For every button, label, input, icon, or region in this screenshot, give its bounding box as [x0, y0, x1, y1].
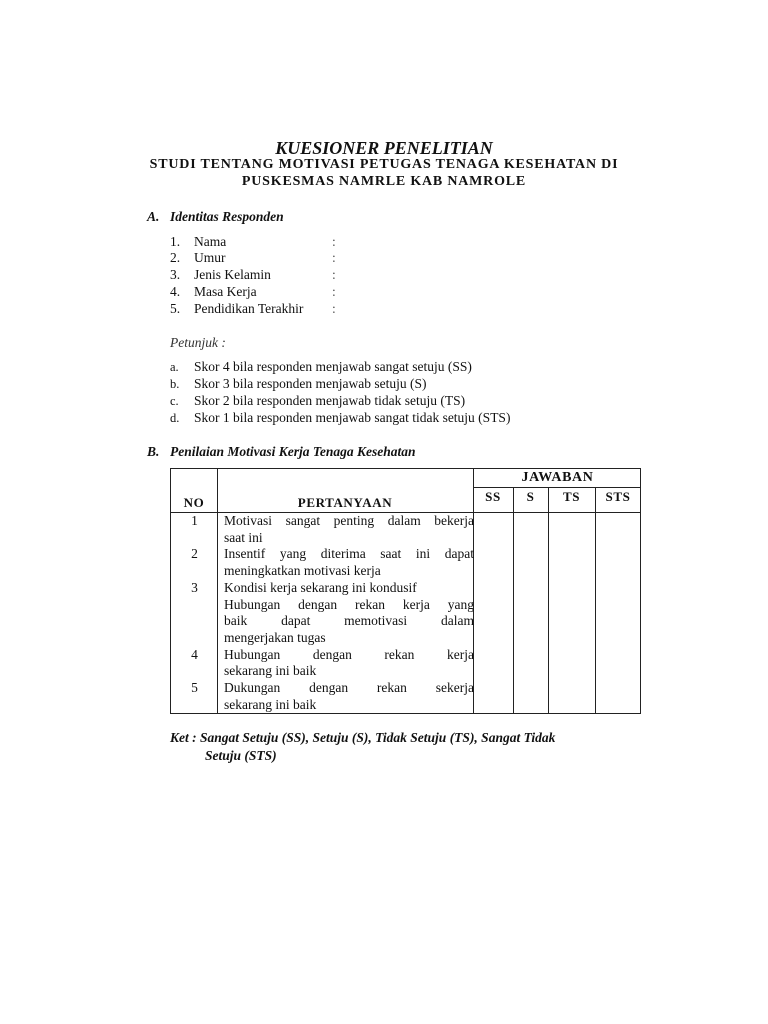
section-b-letter: B.: [147, 444, 160, 459]
section-b-heading: Penilaian Motivasi Kerja Tenaga Kesehatan: [170, 444, 416, 459]
document-subtitle-line-2: PUSKESMAS NAMRLE KAB NAMROLE: [241, 174, 527, 189]
questionnaire-table: [170, 468, 641, 714]
question-number: 3: [191, 579, 198, 595]
field-label: Jenis Kelamin: [194, 267, 271, 282]
question-text-line: baik dapat memotivasi dalam: [224, 613, 474, 629]
note-line-1: Ket : Sangat Setuju (SS), Setuju (S), Tidak Setuju (TS), Sangat Tidak: [170, 730, 556, 745]
field-number: 3.: [170, 267, 181, 282]
question-text-line: saat ini: [224, 529, 263, 545]
instruction-text: Skor 3 bila responden menjawab setuju (S): [194, 376, 427, 391]
header-s: S: [526, 489, 535, 504]
field-separator: :: [332, 267, 336, 282]
header-ts: TS: [562, 489, 581, 504]
question-number: 2: [191, 546, 198, 562]
question-text-line: Insentif yang diterima saat ini dapat: [224, 546, 474, 562]
note-line-2: Setuju (STS): [205, 748, 277, 763]
field-separator: :: [332, 250, 336, 265]
header-sts: STS: [605, 489, 631, 504]
field-separator: :: [332, 284, 336, 299]
instruction-letter: b.: [170, 377, 180, 391]
section-a-letter: A.: [147, 209, 160, 224]
instruction-letter: a.: [170, 360, 179, 374]
question-number: 5: [191, 680, 198, 695]
instruction-text: Skor 2 bila responden menjawab tidak setuju (TS): [194, 393, 466, 408]
header-answer-group: JAWABAN: [521, 470, 594, 485]
instructions-label: Petunjuk :: [170, 335, 226, 350]
question-text-line: Motivasi sangat penting dalam bekerja: [224, 513, 474, 528]
question-text-line: mengerjakan tugas: [224, 629, 326, 645]
field-label: Nama: [194, 234, 227, 249]
instruction-text: Skor 1 bila responden menjawab sangat tidak setuju (STS): [194, 410, 511, 425]
field-number: 5.: [170, 301, 181, 316]
header-question: PERTANYAAN: [297, 495, 393, 510]
document-subtitle-line-1: STUDI TENTANG MOTIVASI PETUGAS TENAGA KESEHATAN DI: [149, 157, 619, 172]
section-a-heading: Identitas Responden: [170, 209, 284, 224]
field-separator: :: [332, 234, 336, 249]
field-label: Pendidikan Terakhir: [194, 301, 304, 316]
field-number: 1.: [170, 234, 181, 249]
field-number: 2.: [170, 250, 181, 265]
question-text-line: Hubungan dengan rekan kerja yang: [224, 596, 474, 612]
field-separator: :: [332, 301, 336, 316]
instruction-letter: c.: [170, 394, 179, 408]
instruction-letter: d.: [170, 411, 180, 425]
instruction-text: Skor 4 bila responden menjawab sangat setuju (SS): [194, 359, 472, 374]
header-ss: SS: [485, 489, 501, 504]
question-text-line: sekarang ini baik: [224, 663, 317, 679]
field-number: 4.: [170, 284, 181, 299]
field-label: Masa Kerja: [194, 284, 257, 299]
question-text-line: Dukungan dengan rekan sekerja: [224, 680, 474, 695]
question-text-line: Hubungan dengan rekan kerja: [224, 646, 474, 662]
header-no: NO: [183, 495, 205, 510]
document-title: KUESIONER PENELITIAN: [275, 138, 493, 158]
field-label: Umur: [194, 250, 226, 265]
question-text-line: sekarang ini baik: [224, 696, 317, 712]
question-text-line: Kondisi kerja sekarang ini kondusif: [224, 579, 417, 595]
question-text-line: meningkatkan motivasi kerja: [224, 563, 381, 579]
question-number: 1: [191, 513, 198, 528]
question-number: 4: [191, 646, 198, 662]
